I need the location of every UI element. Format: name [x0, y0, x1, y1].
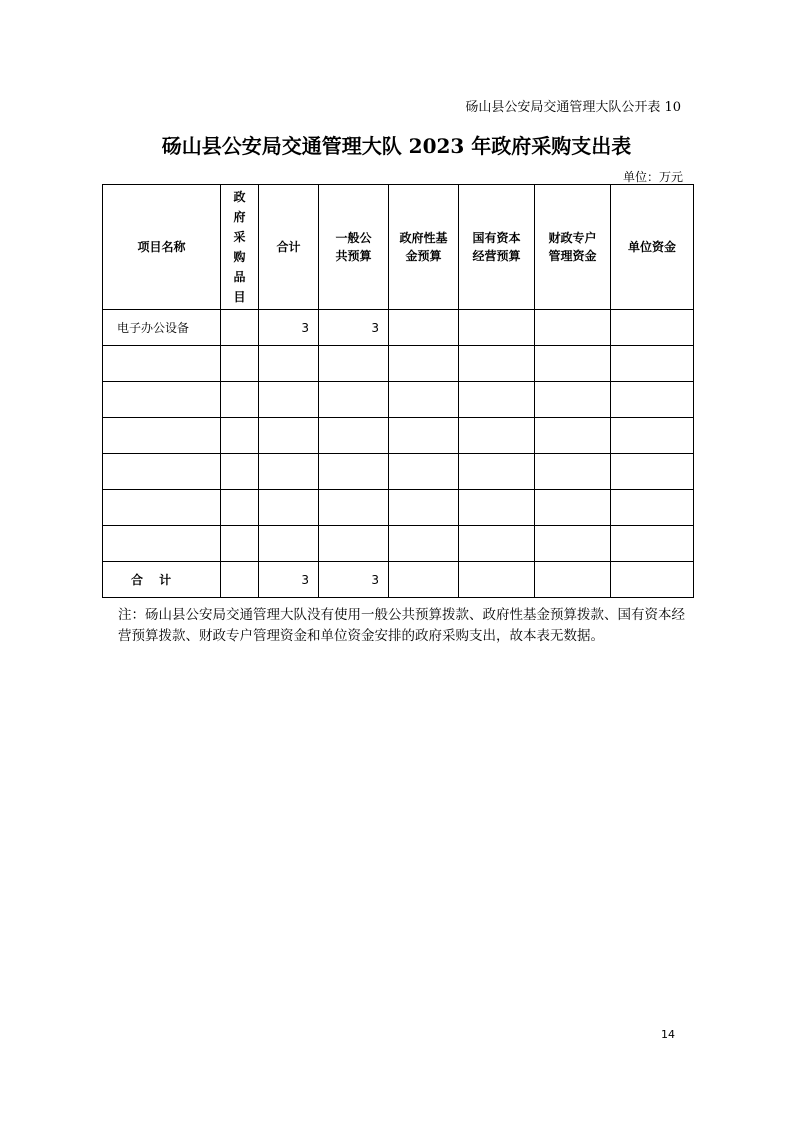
table-row	[103, 490, 694, 526]
table-cell: 3	[259, 310, 319, 346]
total-label: 合 计	[103, 562, 221, 598]
table-cell	[221, 382, 259, 418]
table-cell	[611, 382, 694, 418]
table-cell	[221, 346, 259, 382]
table-cell: 3	[319, 310, 389, 346]
unit-label: 单位：万元	[622, 170, 683, 184]
item-name-cell	[103, 418, 221, 454]
table-cell	[459, 382, 535, 418]
table-cell	[259, 346, 319, 382]
column-header: 一般公共预算	[319, 185, 389, 310]
table-cell	[535, 382, 611, 418]
table-cell	[389, 418, 459, 454]
table-cell	[611, 562, 694, 598]
footnote: 注：砀山县公安局交通管理大队没有使用一般公共预算拨款、政府性基金预算拨款、国有资本经营预算拨款、财政专户管理资金和单位资金安排的政府采购支出，故本表无数据。	[118, 607, 685, 644]
table-cell	[221, 526, 259, 562]
table-cell	[535, 418, 611, 454]
table-cell	[389, 310, 459, 346]
column-header: 政府性基金预算	[389, 185, 459, 310]
table-cell	[259, 454, 319, 490]
column-header: 单位资金	[611, 185, 694, 310]
table-cell	[611, 454, 694, 490]
table-cell	[459, 526, 535, 562]
table-cell	[319, 382, 389, 418]
table-cell: 3	[259, 562, 319, 598]
item-name-cell	[103, 490, 221, 526]
table-cell	[459, 490, 535, 526]
table-cell	[389, 454, 459, 490]
table-cell	[459, 562, 535, 598]
table-cell	[611, 490, 694, 526]
column-header: 合计	[259, 185, 319, 310]
page-number: 14	[661, 1028, 675, 1041]
table-cell	[535, 454, 611, 490]
table-row	[103, 526, 694, 562]
table-cell	[389, 382, 459, 418]
table-cell	[459, 310, 535, 346]
table-row	[103, 382, 694, 418]
item-name-cell	[103, 454, 221, 490]
table-cell	[535, 526, 611, 562]
table-cell	[319, 418, 389, 454]
table-cell	[389, 346, 459, 382]
table-row	[103, 454, 694, 490]
item-name-cell: 电子办公设备	[103, 310, 221, 346]
table-cell	[459, 418, 535, 454]
item-name-cell	[103, 382, 221, 418]
table-row	[103, 346, 694, 382]
column-header: 政府采购品目	[221, 185, 259, 310]
table-cell	[535, 490, 611, 526]
table-cell	[389, 526, 459, 562]
table-row	[103, 418, 694, 454]
page-title: 砀山县公安局交通管理大队 2023 年政府采购支出表	[161, 134, 632, 158]
table-cell	[611, 346, 694, 382]
total-row	[103, 562, 694, 598]
procurement-table	[102, 184, 694, 598]
table-cell	[221, 418, 259, 454]
table-cell	[221, 490, 259, 526]
table-cell: 3	[319, 562, 389, 598]
table-cell	[535, 310, 611, 346]
table-cell	[611, 526, 694, 562]
table-header-row	[103, 185, 694, 310]
column-header: 财政专户管理资金	[535, 185, 611, 310]
header-reference: 砀山县公安局交通管理大队公开表 10	[465, 100, 681, 115]
table-cell	[259, 526, 319, 562]
table-cell	[221, 454, 259, 490]
table-cell	[535, 562, 611, 598]
table-cell	[221, 310, 259, 346]
table-cell	[459, 454, 535, 490]
table-cell	[319, 490, 389, 526]
table-cell	[611, 310, 694, 346]
table-cell	[459, 346, 535, 382]
table-cell	[221, 562, 259, 598]
table-cell	[535, 346, 611, 382]
column-header: 项目名称	[103, 185, 221, 310]
item-name-cell	[103, 526, 221, 562]
table-cell	[259, 382, 319, 418]
table-cell	[389, 490, 459, 526]
table-cell	[319, 454, 389, 490]
table-row	[103, 310, 694, 346]
table-cell	[319, 526, 389, 562]
table-cell	[319, 346, 389, 382]
item-name-cell	[103, 346, 221, 382]
table-cell	[259, 418, 319, 454]
column-header: 国有资本经营预算	[459, 185, 535, 310]
table-cell	[259, 490, 319, 526]
table-cell	[611, 418, 694, 454]
table-cell	[389, 562, 459, 598]
